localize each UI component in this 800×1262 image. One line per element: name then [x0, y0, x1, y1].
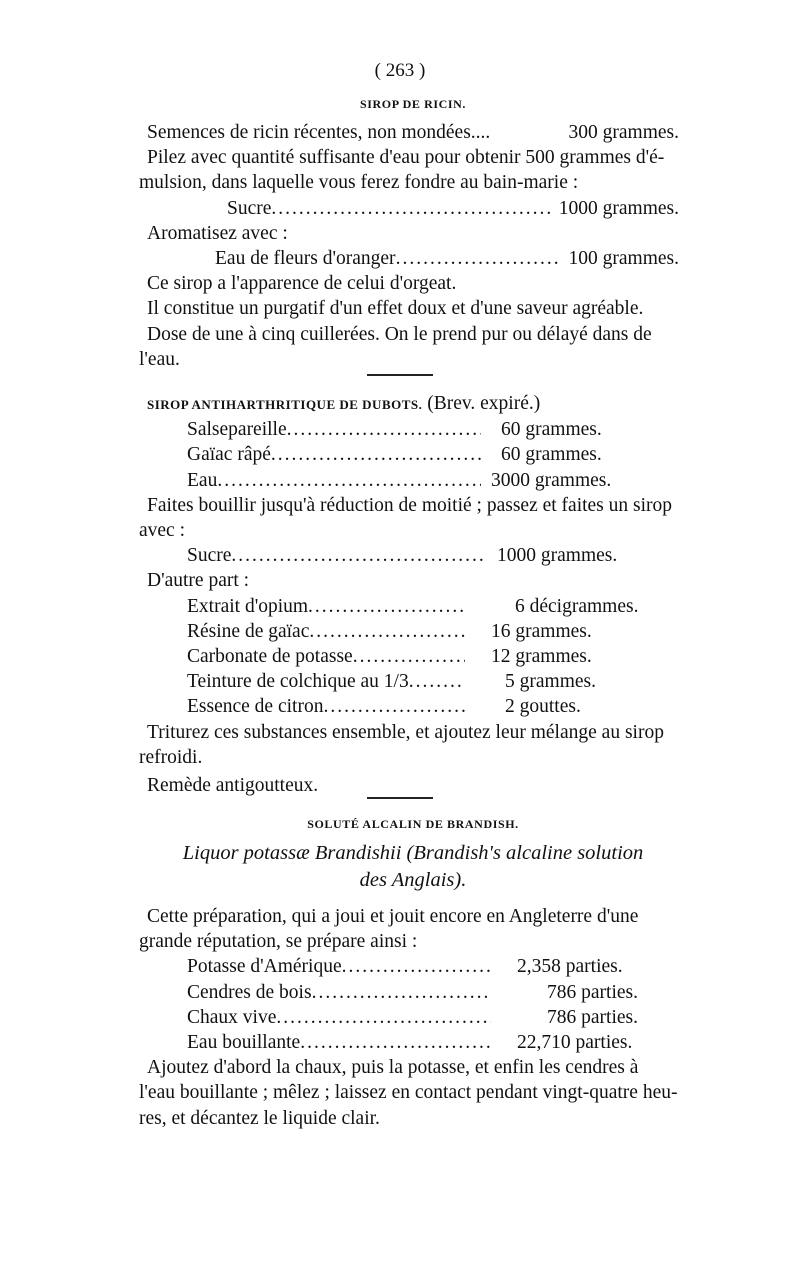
ingredient-row — [187, 442, 627, 467]
ingredient-row — [147, 543, 639, 568]
ingredient-value: 3000 grammes. — [491, 469, 612, 491]
latin-title-line: des Anglais). — [359, 869, 467, 891]
section-heading: SOLUTÉ ALCALIN DE BRANDISH. — [307, 817, 519, 831]
ingredient-row — [147, 196, 679, 221]
section-heading: SIROP DE RICIN. — [359, 97, 467, 111]
ingredient-value: 6 décigrammes. — [515, 595, 639, 617]
paragraph-line: Dose de une à cinq cuillerées. On le prend pur ou délayé dans de — [147, 323, 652, 345]
ingredient-label: Cendres de bois — [187, 981, 312, 1003]
ingredient-label: Gaïac râpé — [187, 444, 271, 466]
leader-dots — [309, 619, 465, 644]
paragraph-line: Cette préparation, qui a joui et jouit encore en Angleterre d'une — [147, 906, 639, 927]
leader-dots — [323, 694, 465, 719]
ingredient-row — [187, 694, 657, 719]
page-number: ( 263 ) — [374, 60, 426, 81]
ingredient-list — [147, 954, 657, 1055]
leader-dots — [287, 417, 481, 442]
latin-title-line: Liquor potassæ Brandishii (Brandish's alcaline solution — [182, 842, 644, 864]
paragraph-line: Triturez ces substances ensemble, et ajoutez leur mélange au sirop — [147, 721, 664, 743]
leader-dots — [271, 196, 550, 221]
section-sirop-dubots — [139, 391, 679, 798]
ingredient-value: 60 grammes. — [501, 444, 602, 466]
ingredient-value: 22,710 parties. — [517, 1032, 633, 1054]
ingredient-value: 2 gouttes. — [505, 696, 581, 718]
ingredient-row — [147, 246, 679, 271]
paragraph-line: Il constitue un purgatif d'un effet doux et d'une saveur agréable. — [147, 298, 644, 320]
ingredient-label: Carbonate de potasse — [187, 646, 353, 668]
leader-dots — [342, 954, 491, 979]
ingredient-list — [147, 417, 627, 493]
ingredient-value: 1000 grammes. — [497, 545, 618, 567]
ingredient-value: 1000 grammes. — [558, 197, 679, 219]
leader-dots — [308, 594, 465, 619]
ingredient-label: Essence de citron — [187, 696, 324, 718]
ingredient-row — [187, 619, 657, 644]
ingredient-value: 100 grammes. — [568, 248, 679, 270]
ingredient-value: 16 grammes. — [491, 620, 592, 642]
ingredient-label: Teinture de colchique au 1/3 — [187, 671, 409, 693]
paragraph-line: Ce sirop a l'apparence de celui d'orgeat. — [147, 273, 457, 295]
paragraph-line: l'eau bouillante ; mêlez ; laissez en contact pendant vingt-quatre heu- — [139, 1082, 678, 1104]
ingredient-row — [187, 468, 627, 493]
ingredient-label: Eau bouillante — [187, 1032, 301, 1054]
ingredient-value: 60 grammes. — [501, 419, 602, 441]
ingredient-value: 2,358 parties. — [517, 956, 623, 978]
section-sirop-ricin — [139, 92, 679, 372]
paragraph-line: Pilez avec quantité suffisante d'eau pour obtenir 500 grammes d'é- — [147, 147, 665, 169]
paragraph-line: l'eau. — [139, 348, 180, 370]
ingredient-value: 786 parties. — [547, 981, 638, 1003]
paragraph-line: res, et décantez le liquide clair. — [139, 1107, 380, 1129]
ingredient-label: Sucre — [227, 197, 272, 219]
ingredient-label: Eau de fleurs d'oranger — [215, 248, 396, 270]
ingredient-label: Eau — [187, 469, 218, 491]
ingredient-row — [147, 120, 679, 145]
leader-dots — [353, 644, 465, 669]
paragraph-line: Aromatisez avec : — [147, 222, 288, 244]
ingredient-label: Extrait d'opium — [187, 595, 309, 617]
ingredient-value: 300 grammes. — [568, 122, 679, 143]
ingredient-row — [187, 954, 657, 979]
ingredient-row — [187, 980, 657, 1005]
leader-dots — [300, 1030, 491, 1055]
ingredient-label: Sucre — [187, 545, 232, 567]
ingredient-row — [187, 644, 657, 669]
ingredient-list — [147, 594, 657, 720]
leader-dots — [231, 543, 483, 568]
paragraph-line: avec : — [139, 520, 186, 542]
ingredient-label: Salsepareille — [187, 419, 287, 441]
ingredient-label: Chaux vive — [187, 1006, 277, 1028]
leader-dots — [409, 669, 465, 694]
ingredient-row — [187, 1005, 657, 1030]
section-heading: SIROP ANTIHARTHRITIQUE DE DUBOTS. — [147, 397, 423, 412]
paragraph-line: Faites bouillir jusqu'à réduction de moitié ; passez et faites un sirop — [147, 494, 673, 516]
ingredient-value: 12 grammes. — [491, 646, 592, 668]
paragraph-line: refroidi. — [139, 746, 203, 768]
paragraph-line: mulsion, dans laquelle vous ferez fondre au bain-marie : — [139, 172, 579, 194]
ingredient-row — [187, 1030, 657, 1055]
ingredient-row — [187, 417, 627, 442]
leader-dots — [396, 246, 561, 271]
section-divider — [367, 797, 433, 799]
paragraph-line: Ajoutez d'abord la chaux, puis la potasse, et enfin les cendres à — [147, 1057, 639, 1079]
ingredient-row — [187, 594, 657, 619]
section-divider — [367, 374, 433, 376]
section-heading-row — [147, 391, 679, 417]
paragraph-line: grande réputation, se prépare ainsi : — [139, 931, 418, 953]
ingredient-value: 786 parties. — [547, 1006, 638, 1028]
leader-dots — [217, 468, 481, 493]
ingredient-label: Semences de ricin récentes, non mondées.... — [147, 122, 491, 143]
ingredient-value: 5 grammes. — [505, 671, 596, 693]
leader-dots — [276, 1005, 491, 1030]
heading-note: (Brev. expiré.) — [427, 393, 541, 414]
ingredient-label: Potasse d'Amérique — [187, 956, 342, 978]
ingredient-label: Résine de gaïac — [187, 620, 310, 642]
leader-dots — [271, 442, 481, 467]
paragraph-line: Remède antigoutteux. — [147, 775, 319, 797]
paragraph-line: D'autre part : — [147, 570, 250, 592]
leader-dots — [312, 980, 491, 1005]
ingredient-row — [187, 669, 657, 694]
section-solute-brandish — [139, 812, 679, 1131]
